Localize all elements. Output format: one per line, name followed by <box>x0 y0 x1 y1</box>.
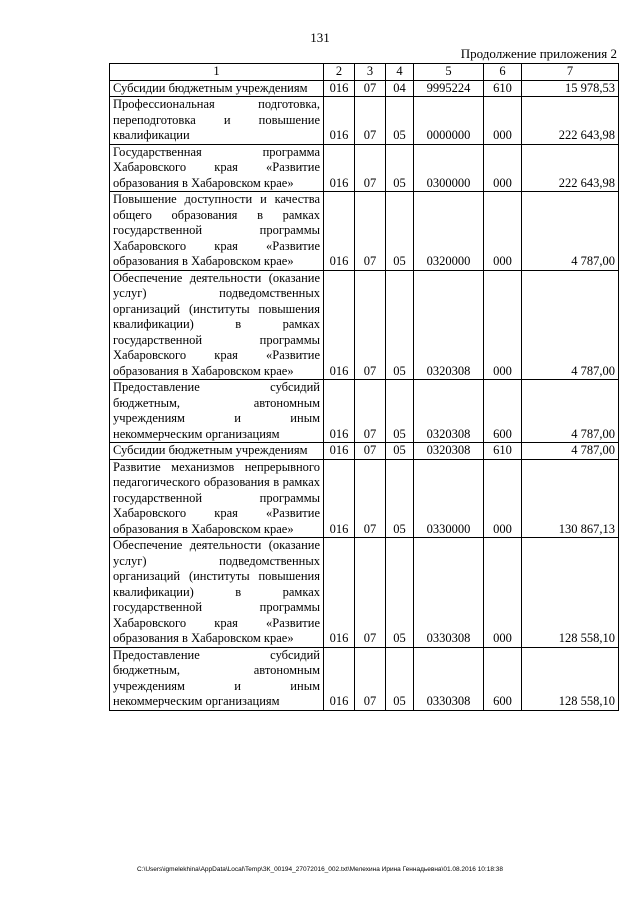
row-description: Субсидии бюджетным учреждениям <box>110 443 324 460</box>
row-description: Повышение доступности и качества общего образования в рамках государственной программы Хабаровского края «Развитие образования в Хабаровском крае» <box>110 192 324 271</box>
row-code-2: 016 <box>324 144 355 192</box>
header-cell: 1 <box>110 64 324 81</box>
row-amount: 128 558,10 <box>522 647 619 710</box>
row-description: Развитие механизмов непрерывного педагогического образования в рамках государственной программы Хабаровского края «Развитие образования в Хабаровском крае» <box>110 459 324 538</box>
row-code-6: 610 <box>484 80 522 97</box>
header-cell: 6 <box>484 64 522 81</box>
table-row <box>110 80 619 97</box>
row-code-2: 016 <box>324 459 355 538</box>
header-cell: 4 <box>386 64 414 81</box>
row-description: Обеспечение деятельности (оказание услуг) подведомственных организаций (институты повышения квалификации) в рамках государственной программы Хабаровского края «Развитие образования в Хабаровском крае» <box>110 270 324 380</box>
row-code-5: 0000000 <box>414 97 484 145</box>
row-code-5: 0320000 <box>414 192 484 271</box>
row-code-6: 000 <box>484 144 522 192</box>
table-row <box>110 443 619 460</box>
row-code-3: 07 <box>355 97 386 145</box>
row-code-3: 07 <box>355 538 386 648</box>
continuation-label: Продолжение приложения 2 <box>460 46 617 61</box>
row-description: Предоставление субсидий бюджетным, автономным учреждениям и иным некоммерческим организациям <box>110 380 324 443</box>
row-code-4: 05 <box>386 144 414 192</box>
row-code-6: 000 <box>484 270 522 380</box>
row-code-6: 600 <box>484 647 522 710</box>
row-code-4: 05 <box>386 647 414 710</box>
row-code-4: 05 <box>386 270 414 380</box>
table-row <box>110 380 619 443</box>
table-row <box>110 459 619 538</box>
row-code-5: 0330000 <box>414 459 484 538</box>
row-amount: 222 643,98 <box>522 144 619 192</box>
row-code-5: 0330308 <box>414 538 484 648</box>
header-cell: 7 <box>522 64 619 81</box>
row-code-3: 07 <box>355 144 386 192</box>
row-code-4: 05 <box>386 538 414 648</box>
row-description: Обеспечение деятельности (оказание услуг) подведомственных организаций (институты повышения квалификации) в рамках государственной программы Хабаровского края «Развитие образования в Хабаровском крае» <box>110 538 324 648</box>
row-code-3: 07 <box>355 192 386 271</box>
row-description: Государственная программа Хабаровского края «Развитие образования в Хабаровском крае» <box>110 144 324 192</box>
header-cell: 5 <box>414 64 484 81</box>
table-row <box>110 538 619 648</box>
table-row <box>110 144 619 192</box>
row-code-3: 07 <box>355 270 386 380</box>
row-description: Субсидии бюджетным учреждениям <box>110 80 324 97</box>
row-code-2: 016 <box>324 80 355 97</box>
budget-table <box>109 63 619 711</box>
row-code-4: 05 <box>386 443 414 460</box>
row-description: Предоставление субсидий бюджетным, автономным учреждениям и иным некоммерческим организациям <box>110 647 324 710</box>
row-code-3: 07 <box>355 80 386 97</box>
row-code-3: 07 <box>355 443 386 460</box>
row-code-6: 000 <box>484 459 522 538</box>
row-code-3: 07 <box>355 459 386 538</box>
row-code-4: 05 <box>386 459 414 538</box>
row-amount: 128 558,10 <box>522 538 619 648</box>
row-amount: 130 867,13 <box>522 459 619 538</box>
row-code-5: 0330308 <box>414 647 484 710</box>
row-code-4: 05 <box>386 97 414 145</box>
row-code-6: 000 <box>484 97 522 145</box>
row-code-2: 016 <box>324 443 355 460</box>
row-code-5: 0300000 <box>414 144 484 192</box>
table-row <box>110 192 619 271</box>
row-code-2: 016 <box>324 647 355 710</box>
row-code-3: 07 <box>355 380 386 443</box>
row-code-2: 016 <box>324 380 355 443</box>
row-amount: 4 787,00 <box>522 380 619 443</box>
row-code-6: 000 <box>484 192 522 271</box>
row-code-6: 610 <box>484 443 522 460</box>
header-cell: 2 <box>324 64 355 81</box>
row-code-6: 600 <box>484 380 522 443</box>
row-code-3: 07 <box>355 647 386 710</box>
row-amount: 4 787,00 <box>522 192 619 271</box>
table-row <box>110 97 619 145</box>
table-row <box>110 647 619 710</box>
table-row <box>110 270 619 380</box>
row-code-2: 016 <box>324 192 355 271</box>
row-code-4: 05 <box>386 192 414 271</box>
row-code-4: 04 <box>386 80 414 97</box>
row-code-2: 016 <box>324 270 355 380</box>
page-number: 131 <box>310 30 330 45</box>
row-code-5: 9995224 <box>414 80 484 97</box>
header-row <box>110 64 619 81</box>
row-amount: 4 787,00 <box>522 443 619 460</box>
row-code-4: 05 <box>386 380 414 443</box>
row-description: Профессиональная подготовка, переподготовка и повышение квалификации <box>110 97 324 145</box>
header-cell: 3 <box>355 64 386 81</box>
row-code-5: 0320308 <box>414 270 484 380</box>
row-code-2: 016 <box>324 538 355 648</box>
row-code-5: 0320308 <box>414 443 484 460</box>
row-amount: 15 978,53 <box>522 80 619 97</box>
row-code-5: 0320308 <box>414 380 484 443</box>
row-code-2: 016 <box>324 97 355 145</box>
row-amount: 222 643,98 <box>522 97 619 145</box>
row-code-6: 000 <box>484 538 522 648</box>
file-path-footer: C:\Users\igmelekhina\AppData\Local\Temp\ЗК_00194_27072016_002.txt\Мелехина Ирина Геннадьевна\01.08.2016 10:18:38 <box>137 866 503 873</box>
row-amount: 4 787,00 <box>522 270 619 380</box>
